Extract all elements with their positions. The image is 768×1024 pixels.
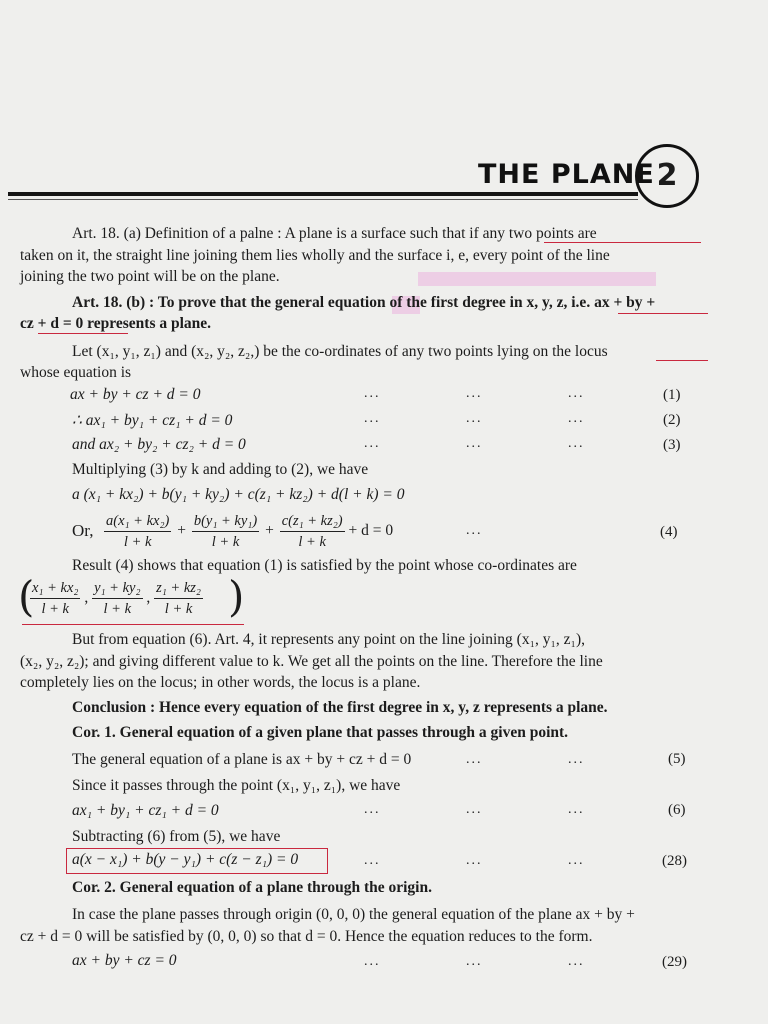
- pink-highlight-mark: [418, 272, 656, 286]
- fraction-c: $\frac{\text{c(z₁ + kz₂)}}{l + k}$: [281, 513, 343, 550]
- chapter-number-circle: 2: [635, 144, 699, 208]
- or-label: Or,: [72, 521, 94, 540]
- equation-1: ax + by + cz + d = 0: [70, 386, 201, 403]
- result-line: Result (4) shows that equation (1) is satisfied by the point whose co-ordinates are: [72, 557, 577, 574]
- let-line-1: Let (x₁, y₁, z₁) and (x₂, y₂, z₂,) be the co-ordinates of any two points lying on the locus: [72, 343, 608, 360]
- textbook-page: THE PLANE 2 Art. 18. (a) Definition of a palne : A plane is a surface such that if any two points are taken on it, the straight line joining them lies wholly and the surface i, e, every point of the line joining the two point will be on the plane. Art. 18. (b) : To prove that the general equation of the first degree in x, y, z, i.e. ax + by + cz + d = 0 represents a plane. Let (x₁, y₁, z₁) and (x₂, y₂, z₂,) be the co-ordinates of any two points lying on the locus whose equation is ax + by + cz + d = 0 ... ... ... (1) ∴ ax₁ + by₁ + cz₁ + d = 0 ... ... ... (2) and ax₂ + by₂ + cz₂ + d = 0 ... ... ... (3) Multiplying (3) by k and adding to (2), we have a (x₁ + kx₂) + b(y₁ + ky₂) + c(z₁ + kz₂) + d(l + k) = 0 Or, $\frac{\text{a(x₁ + kx₂)}}{l + k}$ + $\frac{\text{b(y₁ + ky₁)}}{l + k}$ + $\frac{\text{c(z₁ + kz₂)}}{l + k}$ + d = 0 ... (4) Result (4) shows that equation (1) is satisfied by the point whose co-ordinates are ( $\frac{\text{x₁ + kx₂}}{l + k}$ , $\frac{\text{y₁ + ky₂}}{l + k}$ , $\frac{\text{z₁ + kz₂}}{l + k}$ ) But from equation (6). Art. 4, it represents any point on the line joining (x₁, y₁, z₁), (x₂, y₂, z₂); and giving different value to k. We get all the points on the line. Therefore the line completely lies on the locus; in other words, the locus is a plane. Conclusion : Hence every equation of the first degree in x, y, z represents a plane. Cor. 1. General equation of a given plane that passes through a given point. The general equation of a plane is ax + by + cz + d = 0 ... ... (5) Since it passes through the point (x₁, y₁, z₁), we have ax₁ + by₁ + cz₁ + d = 0 ... ... ... (6) Subtracting (6) from (5), we have a(x − x₁) + b(y − y₁) + c(z − z₁) = 0 ... ... ... (28) Cor. 2. General equation of a plane through the origin. In case the plane passes through origin (0, 0, 0) the general equation of the plane ax + by + cz + d = 0 will be satisfied by (0, 0, 0) so that d = 0. Hence the equation reduces to the form. ax + by + cz = 0 ... ... ... (29): [0, 0, 768, 1024]
- red-underline: [22, 624, 244, 625]
- art18a-line-3: joining the two point will be on the plane.: [20, 268, 280, 285]
- subtracting-line: Subtracting (6) from (5), we have: [72, 828, 281, 845]
- equation-4: $\frac{\text{a(x₁ + kx₂)}}{l + k}$ + $\frac{\text{b(y₁ + ky₁)}}{l + k}$ + $\frac{\text{c(z₁ + kz₂)}}{l + k}$ + d = 0: [106, 513, 394, 550]
- eq-number-2: (2): [663, 412, 681, 428]
- red-underline: [656, 360, 708, 361]
- equation-3: and ax₂ + by₂ + cz₂ + d = 0: [72, 436, 246, 453]
- equation-2: ∴ ax₁ + by₁ + cz₁ + d = 0: [72, 412, 233, 429]
- cor1-heading: Cor. 1. General equation of a given plane that passes through a given point.: [72, 724, 569, 741]
- multiplying-line: Multiplying (3) by k and adding to (2), we have: [72, 461, 369, 478]
- general-equation-line: The general equation of a plane is ax + by + cz + d = 0: [72, 751, 412, 768]
- header-rule: [8, 192, 638, 196]
- red-underline: [38, 333, 128, 334]
- eq-number-6: (6): [668, 802, 686, 818]
- red-underline: [544, 242, 701, 243]
- equation-29: ax + by + cz = 0: [72, 952, 177, 969]
- header-rule-thin: [8, 199, 638, 200]
- red-underline: [618, 313, 708, 314]
- equation-6: ax₁ + by₁ + cz₁ + d = 0: [72, 802, 219, 819]
- but-line-2: (x₂, y₂, z₂); and giving different value to k. We get all the points on the line. Therefore the line: [20, 653, 603, 670]
- but-line-3: completely lies on the locus; in other words, the locus is a plane.: [20, 674, 421, 691]
- chapter-title: THE PLANE: [478, 159, 655, 190]
- eq-number-5: (5): [668, 751, 686, 767]
- equation-28: a(x − x₁) + b(y − y₁) + c(z − z₁) = 0: [72, 851, 299, 868]
- eq-number-3: (3): [663, 437, 681, 453]
- point-coordinates: $\frac{\text{x₁ + kx₂}}{l + k}$ , $\frac{\text{y₁ + ky₂}}{l + k}$ , $\frac{\text{z₁ + kz₂}}{l + k}$: [32, 580, 201, 617]
- art18a-line-1: Art. 18. (a) Definition of a palne : A plane is a surface such that if any two points are: [72, 225, 597, 242]
- eq-number-4: (4): [660, 524, 678, 540]
- let-line-2: whose equation is: [20, 364, 132, 381]
- eq-number-29: (29): [662, 954, 687, 970]
- but-line-1: But from equation (6). Art. 4, it represents any point on the line joining (x₁, y₁, z₁),: [72, 631, 585, 648]
- sum-equation: a (x₁ + kx₂) + b(y₁ + ky₂) + c(z₁ + kz₂) + d(l + k) = 0: [72, 486, 405, 503]
- incase-line-1: In case the plane passes through origin (0, 0, 0) the general equation of the plane ax + by +: [72, 906, 635, 923]
- conclusion: Conclusion : Hence every equation of the first degree in x, y, z represents a plane.: [72, 699, 608, 716]
- cor2-heading: Cor. 2. General equation of a plane through the origin.: [72, 879, 432, 896]
- incase-line-2: cz + d = 0 will be satisfied by (0, 0, 0) so that d = 0. Hence the equation reduces to the form.: [20, 928, 593, 945]
- eq-number-1: (1): [663, 387, 681, 403]
- eq-number-28: (28): [662, 853, 687, 869]
- art18b-line-2: cz + d = 0 represents a plane.: [20, 315, 212, 332]
- since-line: Since it passes through the point (x₁, y₁, z₁), we have: [72, 777, 401, 794]
- art18a-line-2: taken on it, the straight line joining them lies wholly and the surface i, e, every point of the line: [20, 247, 610, 264]
- fraction-b: $\frac{\text{b(y₁ + ky₁)}}{l + k}$: [193, 513, 258, 550]
- art18b-line-1: Art. 18. (b) : To prove that the general equation of the first degree in x, y, z, i.e. ax + by +: [72, 294, 656, 311]
- fraction-a: $\frac{\text{a(x₁ + kx₂)}}{l + k}$: [106, 513, 170, 550]
